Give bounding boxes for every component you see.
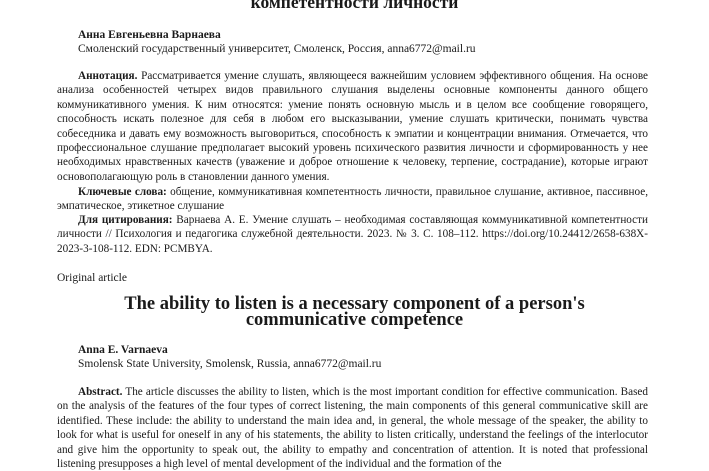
russian-title-tail: компетентности личности bbox=[250, 0, 459, 12]
russian-abstract-text: Рассматривается умение слушать, являющееся важнейшим условием эффективного общения. На основе анализа особенностей четырех видов правильного слушания выделены основные компоненты данного общего коммуникативного умения. К ним относятся: умение понять основную мысль и в целом все сообщение говорящего, способность искать полезное для себя в любом его высказывании, умение слушать критически, понимать чувства собеседника и давать ему возможность выговориться, способность к эмпатии и концентрации внимания. Отмечается, что профессиональное слушание предполагает высокий уровень психического развития личности и сформированность у нее необходимых нравственных качеств (уважение и доброе отношение к человеку, терпение, сострадание), которые играют основополагающую роль в становлении данного умения. bbox=[57, 70, 649, 183]
english-author: Anna E. Varnaeva bbox=[78, 344, 168, 356]
english-title-line-1: The ability to listen is a necessary component of a person's bbox=[124, 294, 585, 314]
english-abstract-label: Abstract. bbox=[78, 386, 123, 398]
russian-author: Анна Евгеньевна Варнаева bbox=[78, 29, 221, 41]
russian-citation-label: Для цитирования: bbox=[78, 214, 173, 226]
russian-affiliation: Смоленский государственный университет, Смоленск, Россия, anna6772@mail.ru bbox=[78, 43, 476, 55]
english-title-line-2: communicative competence bbox=[245, 310, 464, 330]
russian-keywords bbox=[57, 185, 648, 214]
russian-abstract bbox=[57, 69, 648, 184]
russian-citation bbox=[57, 213, 648, 256]
russian-keywords-text: общение, коммуникативная компетентность личности, правильное слушание, активное, пассивное, эмпатическое, этикетное слушание bbox=[57, 186, 648, 213]
russian-abstract-label: Аннотация. bbox=[78, 70, 138, 82]
russian-keywords-label: Ключевые слова: bbox=[78, 186, 167, 198]
english-affiliation: Smolensk State University, Smolensk, Russia, anna6772@mail.ru bbox=[78, 358, 382, 370]
english-abstract-text: The article discusses the ability to listen, which is the most important condition for effective communication. Based on the analysis of the features of the four types of correct listening, the main components of this general communicative skill are identified. These include: the ability to understand the main idea and, in general, the whole message of the speaker, the ability to look for what is useful for oneself in any of his statements, the ability to listen critically, understand the feelings of the interlocutor and give him the opportunity to speak out, the ability to empathy and concentration of attention. It is noted that professional listening presupposes a high level of mental development of the individual and the formation of the bbox=[57, 386, 648, 471]
article-type: Original article bbox=[57, 272, 127, 284]
russian-citation-text: Варнаева А. Е. Умение слушать – необходимая составляющая коммуникативной компетентности личности // Психология и педагогика служебной деятельности. 2023. № 3. С. 108–112. https://doi.org/10.24412/2658-638X-2023-3-108-112. EDN: PCMBYA. bbox=[57, 214, 649, 255]
english-abstract bbox=[57, 385, 648, 471]
